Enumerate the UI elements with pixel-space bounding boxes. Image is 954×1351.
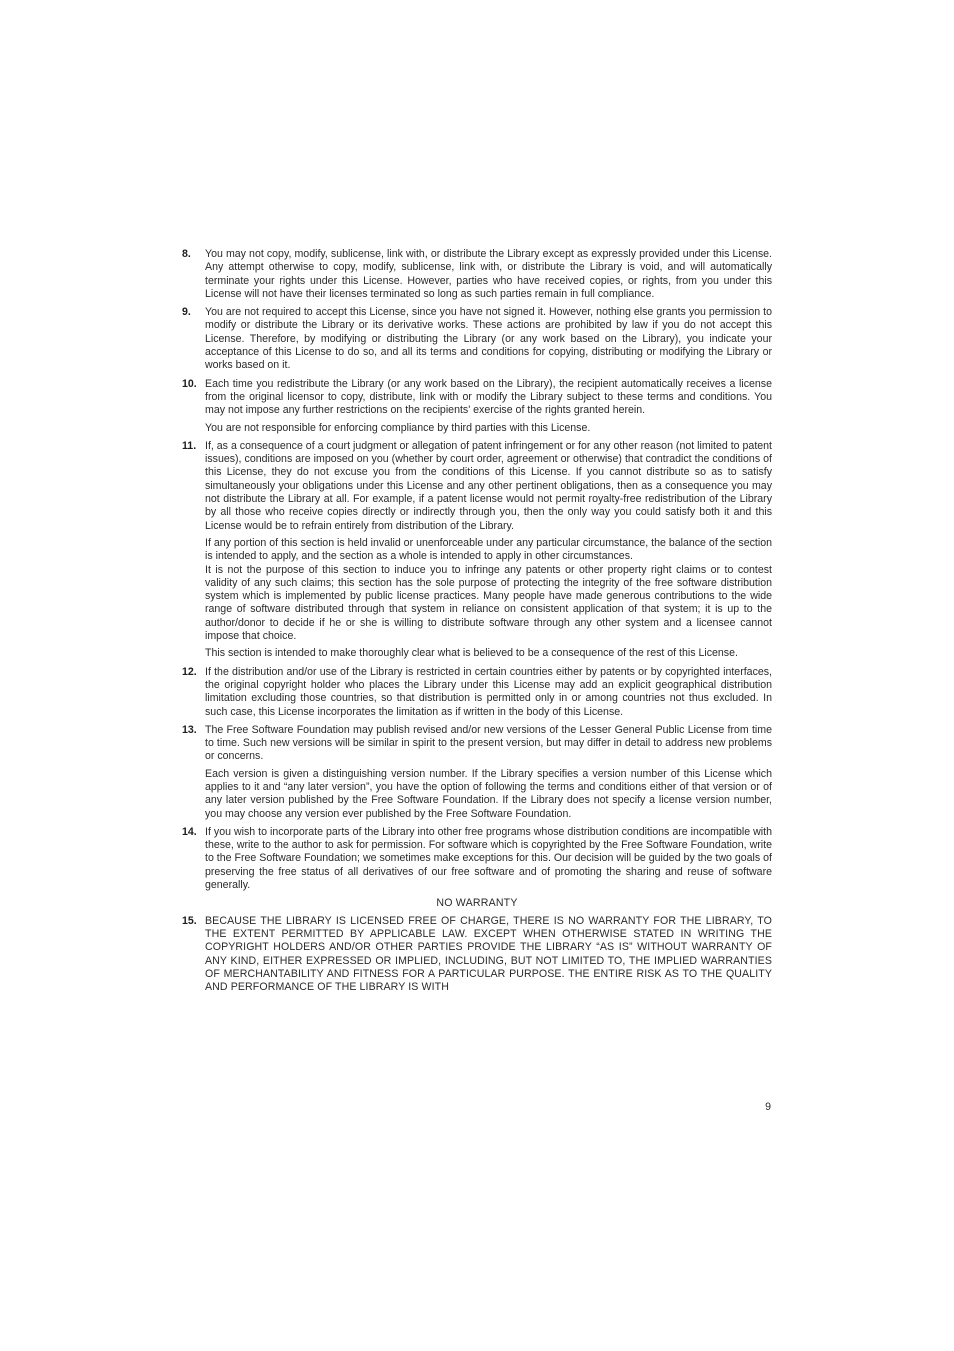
section-11 <box>182 440 772 661</box>
section-number: 13. <box>182 723 197 736</box>
paragraph: It is not the purpose of this section to induce you to infringe any patents or other property right claims or to contest validity of any such claims; this section has the sole purpose of protecting the integrity of the free software distribution system which is implemented by public license practices. Many people have made generous contributions to the wide range of software distributed through that system in reliance on consistent application of that system; it is up to the author/donor to decide if he or she is willing to distribute software through any other system and a licensee cannot impose that choice. <box>205 563 772 643</box>
section-body <box>205 306 772 372</box>
paragraph: If the distribution and/or use of the Library is restricted in certain countries either by patents or by copyrighted interfaces, the original copyright holder who places the Library under this License may add an explicit geographical distribution limitation excluding those countries, so that distribution is permitted only in or among countries not thus excluded. In such case, this License incorporates the limitation as if written in the body of this License. <box>205 665 772 718</box>
paragraph: You are not responsible for enforcing compliance by third parties with this License. <box>205 421 591 434</box>
paragraph: Each time you redistribute the Library (or any work based on the Library), the recipient automatically receives a license from the original licensor to copy, distribute, link with or modify the Library subject to these terms and conditions. You may not impose any further restrictions on the recipients' exercise of the rights granted herein. <box>205 377 772 417</box>
section-number: 10. <box>182 377 197 390</box>
paragraph: Each version is given a distinguishing version number. If the Library specifies a version number of this License which applies to it and “any later version”, you have the option of following the terms and conditions either of that version or of any later version published by the Free Software Foundation. If the Library does not specify a license version number, you may choose any version ever published by the Free Software Foundation. <box>205 767 772 820</box>
warranty-heading: NO WARRANTY <box>436 897 518 910</box>
section-number: 9. <box>182 306 191 319</box>
license-text-body <box>182 248 772 999</box>
paragraph: You are not required to accept this License, since you have not signed it. However, nothing else grants you permission to modify or distribute the Library or its derivative works. These actions are prohibited by law if you do not accept this License. Therefore, by modifying or distributing the Library (or any work based on the Library), you indicate your acceptance of this License to do so, and all its terms and conditions for copying, distributing or modifying the Library or works based on it. <box>205 306 772 372</box>
section-body <box>205 248 772 301</box>
section-15 <box>182 915 772 995</box>
section-body <box>205 915 772 995</box>
section-8 <box>182 248 772 301</box>
section-number: 11. <box>182 439 197 452</box>
section-14 <box>182 826 772 892</box>
section-12 <box>182 666 772 719</box>
section-body <box>205 724 772 821</box>
section-body <box>205 826 772 892</box>
paragraph: If, as a consequence of a court judgment or allegation of patent infringement or for any other reason (not limited to patent issues), conditions are imposed on you (whether by court order, agreement or otherwise) that contradict the conditions of this License, they do not excuse you from the conditions of this License. If you cannot distribute so as to satisfy simultaneously your obligations under this License and any other pertinent obligations, then as a consequence you may not distribute the Library at all. For example, if a patent license would not permit royalty-free redistribution of the Library by all those who receive copies directly or indirectly through you, then the only way you could satisfy both it and this License would be to refrain entirely from distribution of the Library. <box>205 439 772 532</box>
section-number: 15. <box>182 914 197 927</box>
section-10 <box>182 378 772 435</box>
section-body <box>205 378 772 435</box>
section-number: 12. <box>182 665 197 678</box>
paragraph: The Free Software Foundation may publish revised and/or new versions of the Lesser General Public License from time to time. Such new versions will be similar in spirit to the present version, but may differ in detail to address new problems or concerns. <box>205 723 772 763</box>
section-number: 14. <box>182 825 197 838</box>
section-9 <box>182 306 772 372</box>
section-body <box>205 440 772 661</box>
paragraph: You may not copy, modify, sublicense, link with, or distribute the Library except as expressly provided under this License. Any attempt otherwise to copy, modify, sublicense, link with, or distribute the Library is void, and will automatically terminate your rights under this License. However, parties who have received copies, or rights, from you under this License will not have their licenses terminated so long as such parties remain in full compliance. <box>205 248 772 300</box>
paragraph: BECAUSE THE LIBRARY IS LICENSED FREE OF CHARGE, THERE IS NO WARRANTY FOR THE LIBRARY, TO THE EXTENT PERMITTED BY APPLICABLE LAW. EXCEPT WHEN OTHERWISE STATED IN WRITING THE COPYRIGHT HOLDERS AND/OR OTHER PARTIES PROVIDE THE LIBRARY “AS IS” WITHOUT WARRANTY OF ANY KIND, EITHER EXPRESSED OR IMPLIED, INCLUDING, BUT NOT LIMITED TO, THE IMPLIED WARRANTIES OF MERCHANTABILITY AND FITNESS FOR A PARTICULAR PURPOSE. THE ENTIRE RISK AS TO THE QUALITY AND PERFORMANCE OF THE LIBRARY IS WITH <box>205 914 772 994</box>
page-number: 9 <box>765 1101 771 1113</box>
paragraph: This section is intended to make thoroughly clear what is believed to be a consequence of the rest of this License. <box>205 647 738 660</box>
paragraph: If any portion of this section is held invalid or unenforceable under any particular circumstance, the balance of the section is intended to apply, and the section as a whole is intended to apply in other circumstances. <box>205 536 772 563</box>
section-number: 8. <box>182 248 191 260</box>
paragraph: If you wish to incorporate parts of the Library into other free programs whose distribution conditions are incompatible with these, write to the author to ask for permission. For software which is copyrighted by the Free Software Foundation, write to the Free Software Foundation; we sometimes make exceptions for this. Our decision will be guided by the two goals of preserving the free status of all derivatives of our free software and of promoting the sharing and reuse of software generally. <box>205 825 772 892</box>
section-body <box>205 666 772 719</box>
section-13 <box>182 724 772 821</box>
